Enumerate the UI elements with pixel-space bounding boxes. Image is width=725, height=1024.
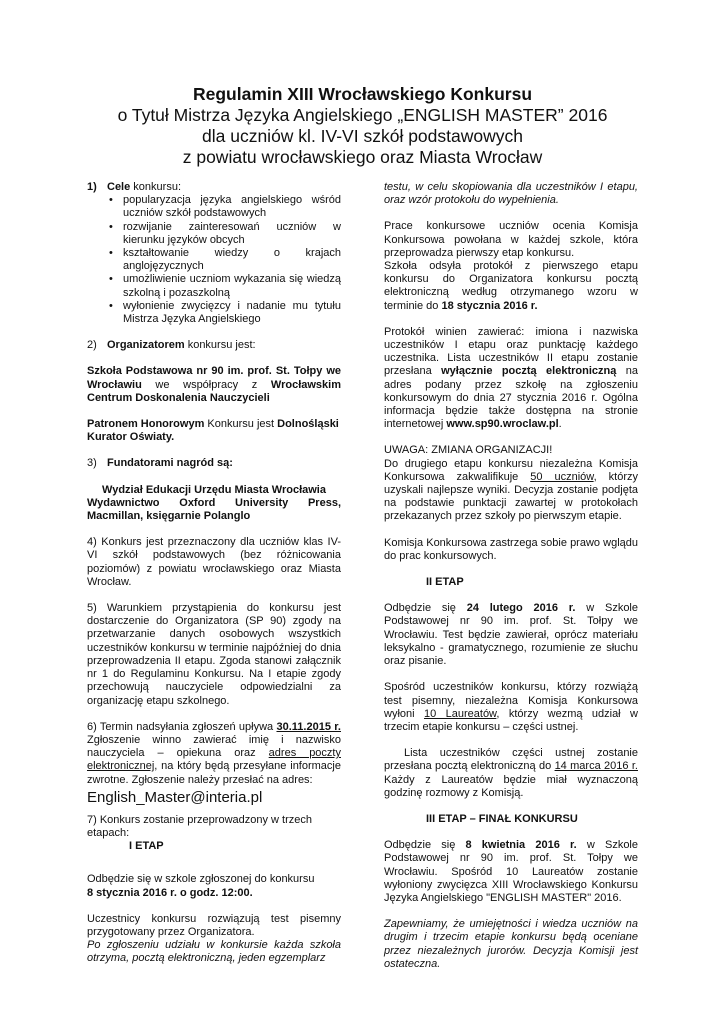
stage-1-italic-note: Po zgłoszeniu udziału w konkursie każda szkoła otrzyma, pocztą elektroniczną, jeden egzemplarz: [87, 939, 341, 965]
qualification-paragraph: Do drugiego etapu konkursu niezależna Komisja Konkursowa zakwalifikuje 50 uczniów, którzy uzyskali najlepsze wyniki. Decyzja zostanie podjęta na podstawie punktacji zawartej w protokołach przekazanych przez szkoły po pierwszym etapie.: [384, 457, 638, 523]
list-item: • rozwijanie zainteresowań uczniów w kierunku języków obcych: [107, 221, 341, 247]
contact-email[interactable]: English_Master@interia.pl: [87, 788, 263, 806]
section-3-heading: 3) Fundatorami nagród są:: [87, 457, 233, 470]
italic-continuation: testu, w celu skopiowania dla uczestników I etapu, oraz wzór protokołu do wypełnienia.: [384, 181, 638, 207]
goals-list: [87, 194, 341, 326]
organizer-paragraph: Szkoła Podstawowa nr 90 im. prof. St. Tołpy we Wrocławiu we współpracy z Wrocławskim Centrum Doskonalenia Nauczycieli: [87, 365, 341, 404]
list-item: • wyłonienie zwycięzcy i nadanie mu tytułu Mistrza Języka Angielskiego: [107, 300, 341, 326]
title-line-1: Regulamin XIII Wrocławskiego Konkursu: [192, 84, 533, 104]
stage-3-title: III ETAP – FINAŁ KONKURSU: [426, 812, 578, 825]
stage-1-date: 8 stycznia 2016 r. o godz. 12:00.: [87, 886, 253, 899]
section-7-paragraph: 7) Konkurs zostanie przeprowadzony w trzech etapach:: [87, 813, 312, 839]
stage-1-test-info: Uczestnicy konkursu rozwiązują test pisemny przygotowany przez Organizatora.: [87, 912, 341, 938]
patron-paragraph: Patronem Honorowym Konkursu jest Dolnośląski Kurator Oświaty.: [87, 418, 339, 444]
website-link[interactable]: www.sp90.wroclaw.pl: [446, 418, 559, 431]
list-item: • kształtowanie wiedzy o krajach anglojęzycznych: [107, 247, 341, 273]
sponsors-line-1: Wydział Edukacji Urzędu Miasta Wrocławia: [102, 483, 326, 496]
commission-rights-paragraph: Komisja Konkursowa zastrzega sobie prawo wglądu do prac konkursowych.: [384, 536, 638, 562]
document-header: [60, 84, 665, 168]
list-item: • umożliwienie uczniom wykazania się wiedzą szkolną i pozaszkolną: [107, 273, 341, 299]
section-6-paragraph: 6) Termin nadsyłania zgłoszeń upływa 30.11.2015 r. Zgłoszenie winno zawierać imię i nazwisko nauczyciela – opiekuna oraz adres poczty elektronicznej, na który będą przesyłane informacje zwrotne. Zgłoszenie należy przesłać na adres:: [87, 720, 341, 786]
title-line-2: o Tytuł Mistrza Języka Angielskiego „ENGLISH MASTER” 2016: [117, 105, 608, 125]
stage-2-title: II ETAP: [426, 576, 464, 589]
section-2-heading: 2) Organizatorem konkursu jest:: [87, 339, 256, 352]
evaluation-paragraph: Prace konkursowe uczniów ocenia Komisja Konkursowa powołana w każdej szkole, która przeprowadza pierwszy etap konkursu.: [384, 220, 638, 259]
oral-part-paragraph: Lista uczestników części ustnej zostanie przesłana pocztą elektroniczną do 14 marca 2016 r. Każdy z Laureatów będzie miał wyznaczoną godzinę rozmowy z Komisją.: [384, 747, 638, 799]
stage-1-title: I ETAP: [129, 840, 164, 853]
stage-3-paragraph: Odbędzie się 8 kwietnia 2016 r. w Szkole Podstawowej nr 90 im. prof. St. Tołpy we Wrocławiu. Spośród 10 Laureatów zostanie wyłoniony zwycięzca XIII Wrocławskiego Konkursu Języka Angielskiego "ENGLISH MASTER" 2016.: [384, 839, 638, 904]
section-4-paragraph: 4) Konkurs jest przeznaczony dla uczniów klas IV-VI szkół podstawowych (bez różnicowania poziomów) z powiatu wrocławskiego oraz Miasta Wrocław.: [87, 536, 341, 588]
final-italic-note: Zapewniamy, że umiejętności i wiedza uczniów na drugim i trzecim etapie konkursu będą oceniane przez niezależnych jurorów. Decyzja Komisji jest ostateczna.: [384, 918, 638, 970]
sponsors-line-2: Wydawnictwo Oxford University Press, Macmillan, księgarnie Polanglo: [87, 496, 341, 523]
left-column: [87, 181, 341, 966]
section-5-paragraph: 5) Warunkiem przystąpienia do konkursu jest dostarczenie do Organizatora (SP 90) zgody na przetwarzanie danych osobowych wszystkich uczestników konkursu w terminie najpóźniej do dnia przeprowadzenia II etapu. Zgoda stanowi załącznik nr 1 do Regulaminu Konkursu. Na I etapie zgody przechowują nauczyciele odpowiedzialni za organizację etapu szkolnego.: [87, 602, 341, 707]
title-line-3: dla uczniów kl. IV-VI szkół podstawowych: [202, 126, 523, 146]
protocol-content-paragraph: Protokół winien zawierać: imiona i nazwiska uczestników I etapu oraz punktację każdego uczestnika. Lista uczestników II etapu zostanie przesłana wyłącznie pocztą elektroniczną na adres podany przez szkołę na zgłoszeniu konkursowym do dnia 27 stycznia 2016 r. Ogólna informacja będzie także dostępna na stronie internetowej www.sp90.wroclaw.pl.: [384, 325, 638, 431]
protocol-deadline-paragraph: Szkoła odsyła protokół z pierwszego etapu konkursu do Organizatora konkursu pocztą elektroniczną według otrzymanego wzoru w terminie do 18 stycznia 2016 r.: [384, 260, 638, 312]
title-line-4: z powiatu wrocławskiego oraz Miasta Wrocław: [182, 147, 543, 167]
section-1-heading: 1) Cele konkursu:: [87, 181, 181, 193]
list-item: • popularyzacja języka angielskiego wśród uczniów szkół podstawowych: [107, 194, 341, 220]
stage-2-paragraph: Odbędzie się 24 lutego 2016 r. w Szkole Podstawowej nr 90 im. prof. St. Tołpy we Wrocławiu. Test będzie zawierał, oprócz materiału leksykalno - gramatycznego, rozumienie ze słuchu oraz pisanie.: [384, 602, 638, 668]
notice-heading: UWAGA: ZMIANA ORGANIZACJI!: [384, 444, 553, 457]
laureates-paragraph: Spośród uczestników konkursu, którzy rozwiążą test pisemny, niezależna Komisja Konkursowa wyłoni 10 Laureatów, którzy wezmą udział w trzecim etapie konkursu – części ustnej.: [384, 681, 638, 733]
stage-1-place: Odbędzie się w szkole zgłoszonej do konkursu: [87, 873, 315, 886]
right-column: [384, 181, 638, 971]
